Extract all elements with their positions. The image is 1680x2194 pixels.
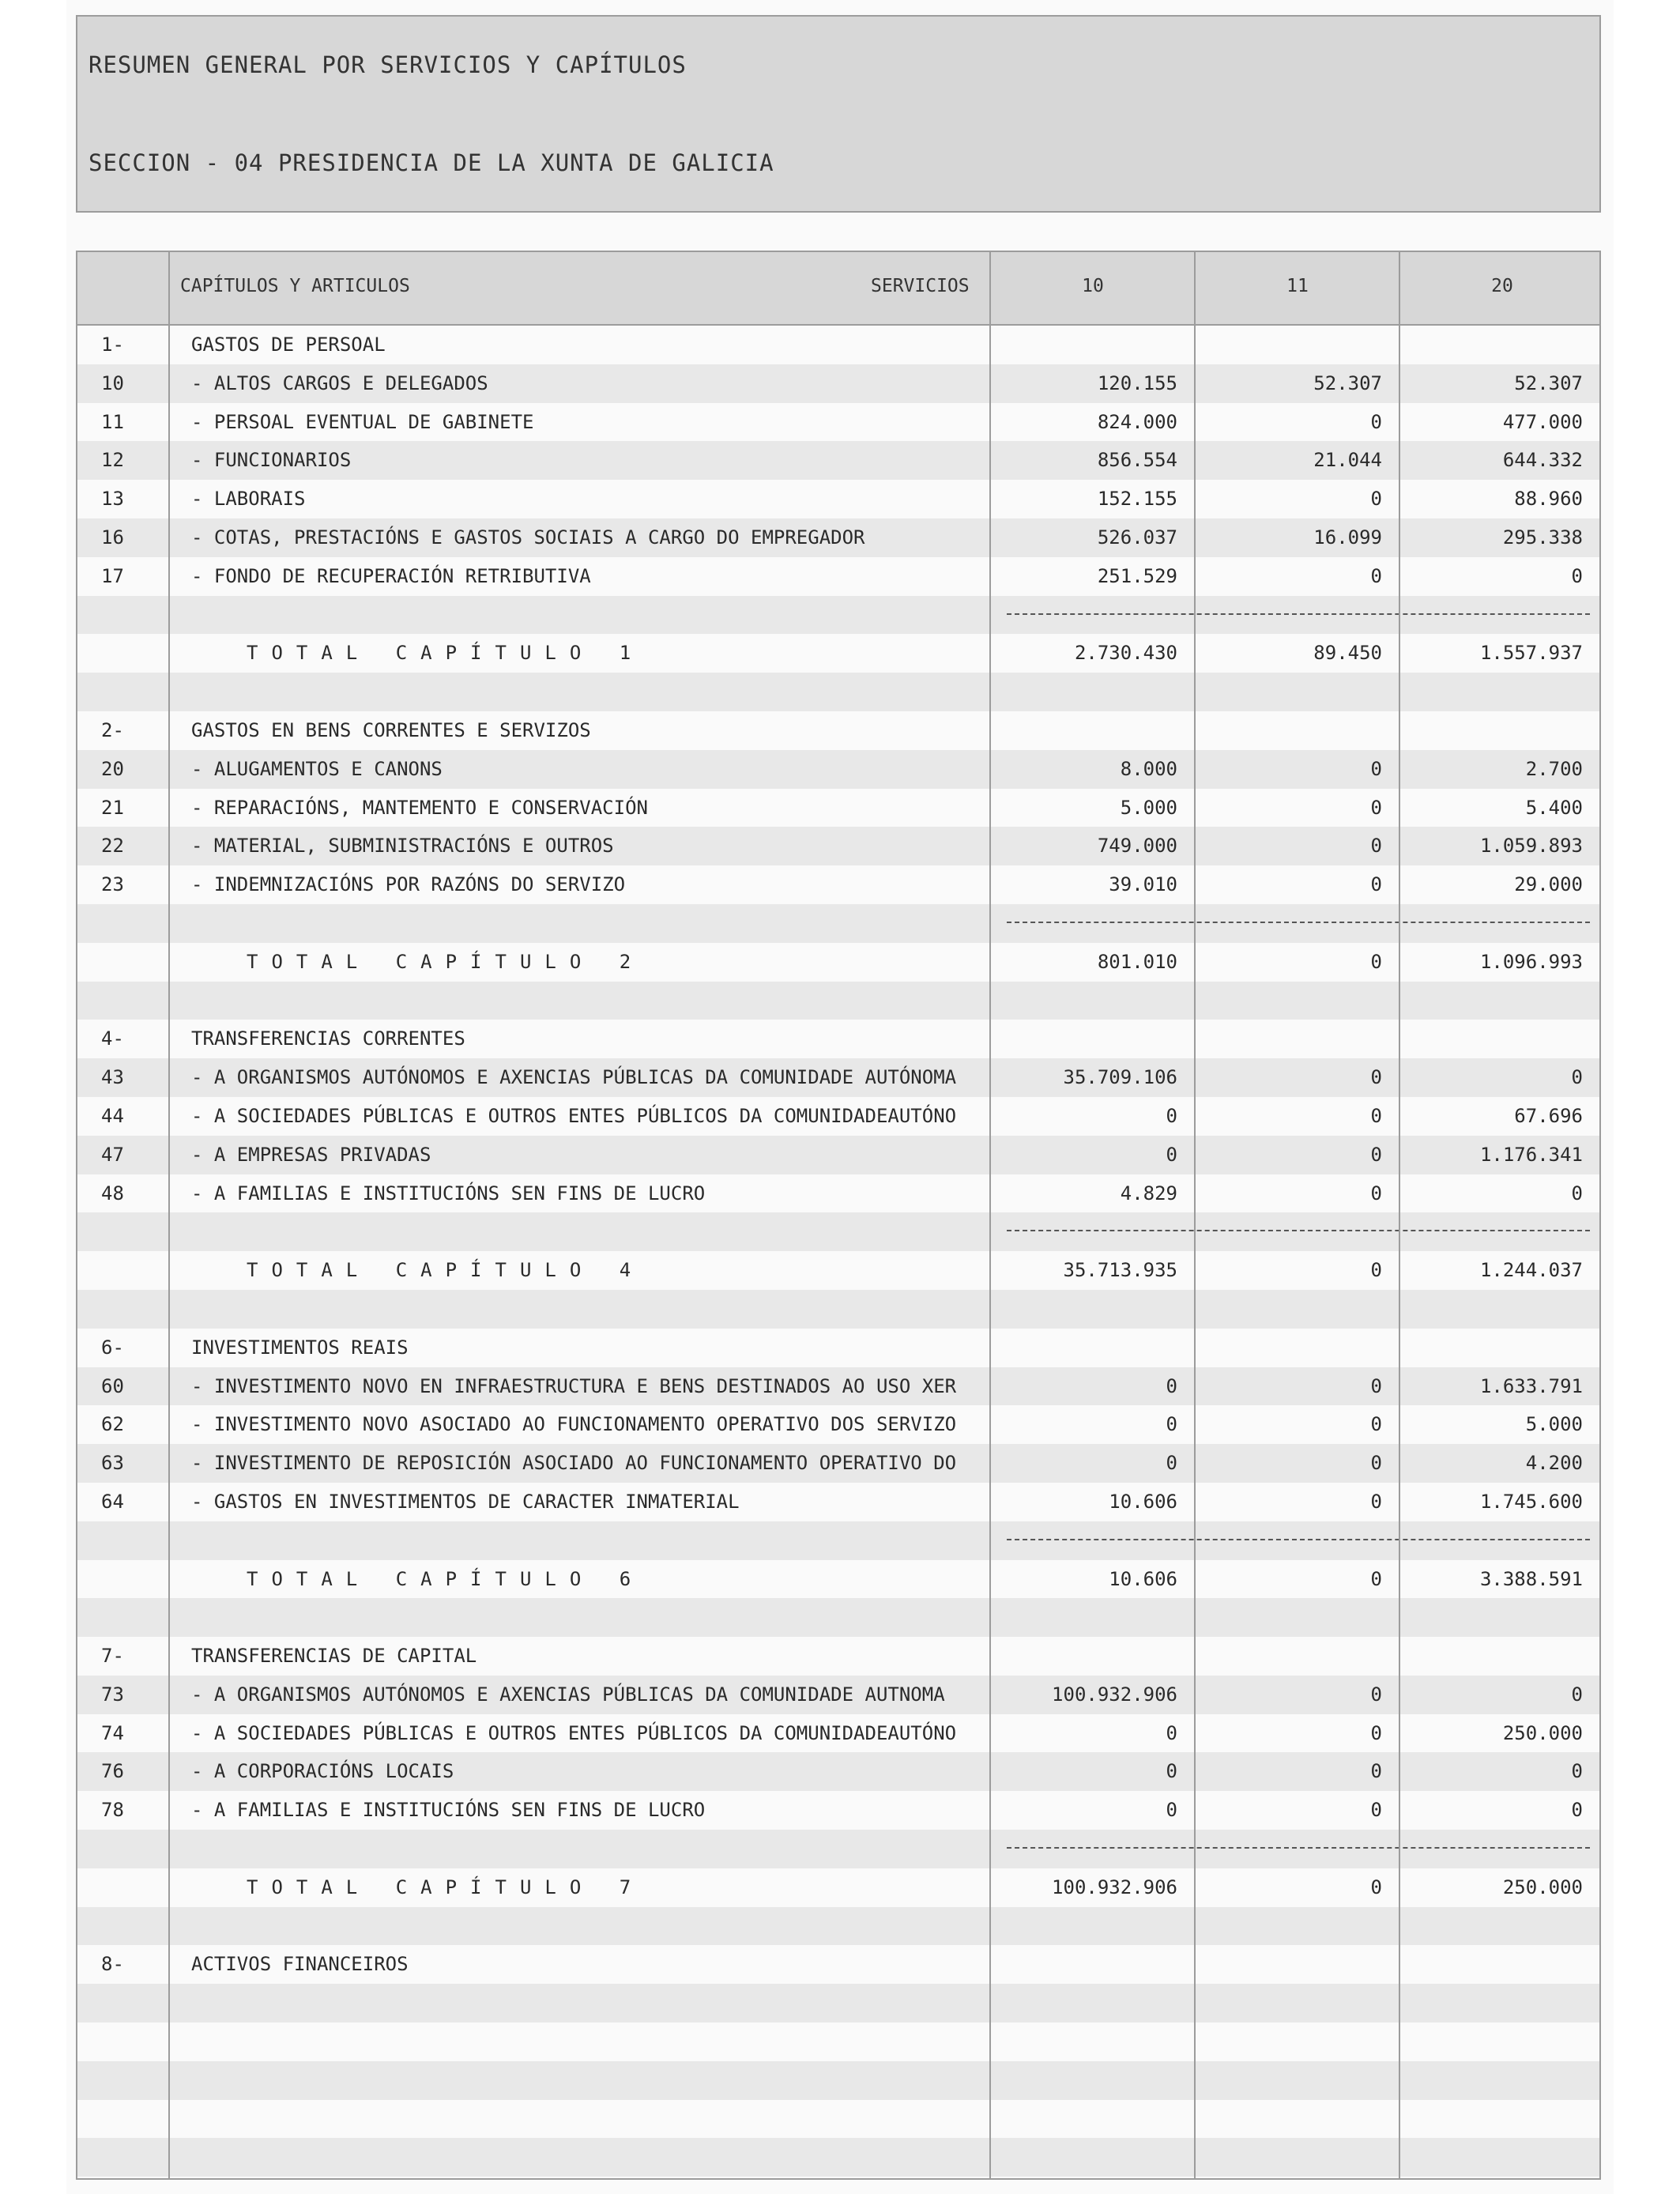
service-20-value: 0 — [1571, 1182, 1583, 1204]
article-description: - FONDO DE RECUPERACIÓN RETRIBUTIVA — [191, 564, 591, 587]
article-code: 60 — [101, 1374, 124, 1397]
article-code: 10 — [101, 371, 124, 394]
chapter-title: GASTOS EN BENS CORRENTES E SERVIZOS — [191, 718, 591, 741]
chapter-code: 8- — [101, 1953, 124, 1976]
chapter-title: TRANSFERENCIAS DE CAPITAL — [191, 1645, 477, 1668]
blank-row — [77, 1907, 1599, 1946]
article-row — [77, 364, 1599, 403]
article-code: 21 — [101, 796, 124, 819]
column-11-header: 11 — [1286, 276, 1309, 296]
service-10-value: 251.529 — [1097, 564, 1177, 587]
service-11-total: 0 — [1370, 950, 1382, 973]
article-row — [77, 1136, 1599, 1174]
dashed-separator — [1007, 1230, 1590, 1231]
article-row — [77, 1483, 1599, 1521]
service-11-value: 0 — [1370, 1182, 1382, 1204]
article-row — [77, 865, 1599, 904]
article-row — [77, 789, 1599, 827]
service-20-value: 0 — [1571, 1760, 1583, 1783]
article-row — [77, 441, 1599, 480]
article-row — [77, 1714, 1599, 1753]
article-description: - A ORGANISMOS AUTÓNOMOS E AXENCIAS PÚBLICAS DA COMUNIDADE AUTÓNOMA — [191, 1066, 957, 1089]
article-row — [77, 827, 1599, 865]
article-description: - A ORGANISMOS AUTÓNOMOS E AXENCIAS PÚBLICAS DA COMUNIDADE AUTNOMA — [191, 1683, 945, 1706]
service-11-value: 16.099 — [1313, 526, 1382, 548]
chapter-code: 4- — [101, 1027, 124, 1050]
service-11-value: 0 — [1370, 1799, 1382, 1822]
report-title: RESUMEN GENERAL POR SERVICIOS Y CAPÍTULOS — [89, 51, 687, 78]
article-row — [77, 1405, 1599, 1444]
article-description: - ALUGAMENTOS E CANONS — [191, 757, 443, 780]
table-header — [77, 252, 1599, 326]
chapter-title: TRANSFERENCIAS CORRENTES — [191, 1027, 465, 1050]
blank-row — [77, 1290, 1599, 1329]
service-10-value: 4.829 — [1120, 1182, 1177, 1204]
article-row — [77, 518, 1599, 557]
chapter-row — [77, 1020, 1599, 1058]
blank-row — [77, 673, 1599, 711]
article-description: - A FAMILIAS E INSTITUCIÓNS SEN FINS DE LUCRO — [191, 1799, 706, 1822]
service-11-total: 0 — [1370, 1875, 1382, 1898]
service-11-value: 0 — [1370, 1683, 1382, 1706]
article-description: - A CORPORACIÓNS LOCAIS — [191, 1760, 454, 1783]
article-description: - A EMPRESAS PRIVADAS — [191, 1143, 431, 1166]
dashed-separator — [1007, 1847, 1590, 1849]
blank-row — [77, 1598, 1599, 1637]
service-20-total: 1.557.937 — [1479, 642, 1583, 665]
service-20-value: 4.200 — [1525, 1452, 1583, 1475]
chapter-total-row — [77, 943, 1599, 982]
chapter-row — [77, 711, 1599, 750]
article-description: - INDEMNIZACIÓNS POR RAZÓNS DO SERVIZO — [191, 873, 626, 896]
article-row — [77, 480, 1599, 518]
table-body — [77, 326, 1599, 2177]
article-code: 17 — [101, 564, 124, 587]
article-row — [77, 750, 1599, 789]
service-11-value: 0 — [1370, 564, 1382, 587]
service-20-value: 52.307 — [1514, 371, 1583, 394]
chapter-total-label: TOTAL CAPÍTULO 2 — [247, 950, 645, 973]
article-code: 11 — [101, 410, 124, 433]
column-divider — [1399, 252, 1400, 2178]
service-20-total: 3.388.591 — [1479, 1567, 1583, 1590]
service-11-value: 0 — [1370, 488, 1382, 511]
article-code: 43 — [101, 1066, 124, 1089]
service-11-value: 21.044 — [1313, 449, 1382, 472]
article-row — [77, 1058, 1599, 1097]
chapter-row — [77, 1329, 1599, 1367]
service-10-value: 0 — [1166, 1452, 1177, 1475]
service-11-value: 0 — [1370, 1413, 1382, 1436]
service-11-value: 0 — [1370, 835, 1382, 858]
service-20-value: 0 — [1571, 1799, 1583, 1822]
article-code: 23 — [101, 873, 124, 896]
service-11-value: 0 — [1370, 757, 1382, 780]
chapter-code: 2- — [101, 718, 124, 741]
service-10-value: 10.606 — [1109, 1490, 1177, 1513]
blank-row — [77, 1984, 1599, 2022]
column-20-header: 20 — [1491, 276, 1513, 296]
service-10-value: 0 — [1166, 1721, 1177, 1744]
budget-table — [76, 251, 1601, 2180]
service-10-value: 152.155 — [1097, 488, 1177, 511]
article-description: - INVESTIMENTO NOVO ASOCIADO AO FUNCIONAMENTO OPERATIVO DOS SERVIZO — [191, 1413, 957, 1436]
service-10-value: 8.000 — [1120, 757, 1177, 780]
article-row — [77, 1676, 1599, 1714]
article-description: - GASTOS EN INVESTIMENTOS DE CARACTER INMATERIAL — [191, 1490, 740, 1513]
article-code: 48 — [101, 1182, 124, 1204]
section-title: SECCION - 04 PRESIDENCIA DE LA XUNTA DE GALICIA — [89, 149, 774, 176]
service-11-value: 0 — [1370, 1374, 1382, 1397]
service-20-value: 67.696 — [1514, 1104, 1583, 1127]
service-20-value: 29.000 — [1514, 873, 1583, 896]
service-20-value: 88.960 — [1514, 488, 1583, 511]
blank-row — [77, 2022, 1599, 2061]
chapter-total-label: TOTAL CAPÍTULO 7 — [247, 1875, 645, 1898]
service-10-total: 35.713.935 — [1063, 1259, 1177, 1282]
service-11-value: 0 — [1370, 1143, 1382, 1166]
chapter-code: 7- — [101, 1645, 124, 1668]
service-11-value: 0 — [1370, 1066, 1382, 1089]
service-20-value: 1.745.600 — [1479, 1490, 1583, 1513]
article-row — [77, 1097, 1599, 1136]
blank-row — [77, 2061, 1599, 2100]
subtotal-separator-row — [77, 1212, 1599, 1251]
article-code: 62 — [101, 1413, 124, 1436]
service-10-total: 10.606 — [1109, 1567, 1177, 1590]
chapter-total-row — [77, 1560, 1599, 1599]
article-row — [77, 403, 1599, 442]
service-10-value: 0 — [1166, 1104, 1177, 1127]
chapter-code: 6- — [101, 1336, 124, 1359]
service-20-value: 0 — [1571, 1683, 1583, 1706]
article-description: - A SOCIEDADES PÚBLICAS E OUTROS ENTES PÚBLICOS DA COMUNIDADEAUTÓNO — [191, 1721, 957, 1744]
article-code: 16 — [101, 526, 124, 548]
service-10-value: 35.709.106 — [1063, 1066, 1177, 1089]
service-11-total: 0 — [1370, 1259, 1382, 1282]
article-code: 78 — [101, 1799, 124, 1822]
service-20-value: 1.176.341 — [1479, 1143, 1583, 1166]
service-20-value: 0 — [1571, 1066, 1583, 1089]
article-description: - MATERIAL, SUBMINISTRACIÓNS E OUTROS — [191, 835, 614, 858]
chapter-total-label: TOTAL CAPÍTULO 1 — [247, 642, 645, 665]
chapter-total-row — [77, 1868, 1599, 1907]
article-row — [77, 1791, 1599, 1830]
article-code: 74 — [101, 1721, 124, 1744]
service-20-total: 250.000 — [1502, 1875, 1583, 1898]
article-code: 64 — [101, 1490, 124, 1513]
article-code: 13 — [101, 488, 124, 511]
column-services-header: SERVICIOS — [871, 276, 970, 296]
report-header — [76, 15, 1601, 213]
dashed-separator — [1007, 1539, 1590, 1540]
service-10-value: 526.037 — [1097, 526, 1177, 548]
service-10-total: 801.010 — [1097, 950, 1177, 973]
service-10-value: 0 — [1166, 1799, 1177, 1822]
chapter-title: INVESTIMENTOS REAIS — [191, 1336, 409, 1359]
service-10-value: 824.000 — [1097, 410, 1177, 433]
chapter-total-label: TOTAL CAPÍTULO 4 — [247, 1259, 645, 1282]
service-11-value: 0 — [1370, 1104, 1382, 1127]
chapter-title: ACTIVOS FINANCEIROS — [191, 1953, 409, 1976]
service-11-value: 0 — [1370, 1760, 1382, 1783]
article-row — [77, 557, 1599, 596]
chapter-total-label: TOTAL CAPÍTULO 6 — [247, 1567, 645, 1590]
article-code: 20 — [101, 757, 124, 780]
article-code: 63 — [101, 1452, 124, 1475]
service-10-value: 39.010 — [1109, 873, 1177, 896]
service-20-value: 1.633.791 — [1479, 1374, 1583, 1397]
service-10-total: 100.932.906 — [1052, 1875, 1177, 1898]
service-11-value: 0 — [1370, 1721, 1382, 1744]
article-code: 44 — [101, 1104, 124, 1127]
service-11-total: 0 — [1370, 1567, 1382, 1590]
article-row — [77, 1752, 1599, 1791]
subtotal-separator-row — [77, 1830, 1599, 1868]
dashed-separator — [1007, 922, 1590, 923]
article-description: - REPARACIÓNS, MANTEMENTO E CONSERVACIÓN — [191, 796, 648, 819]
service-20-value: 644.332 — [1502, 449, 1583, 472]
article-code: 12 — [101, 449, 124, 472]
service-10-value: 856.554 — [1097, 449, 1177, 472]
article-description: - INVESTIMENTO NOVO EN INFRAESTRUCTURA E BENS DESTINADOS AO USO XER — [191, 1374, 957, 1397]
chapter-row — [77, 326, 1599, 364]
article-code: 47 — [101, 1143, 124, 1166]
chapter-row — [77, 1945, 1599, 1984]
chapter-total-row — [77, 634, 1599, 673]
article-code: 22 — [101, 835, 124, 858]
blank-row — [77, 2138, 1599, 2177]
column-chapters-header: CAPÍTULOS Y ARTICULOS — [180, 276, 410, 296]
service-10-value: 0 — [1166, 1143, 1177, 1166]
subtotal-separator-row — [77, 904, 1599, 943]
column-divider — [989, 252, 991, 2178]
column-divider — [168, 252, 170, 2178]
article-description: - PERSOAL EVENTUAL DE GABINETE — [191, 410, 534, 433]
service-20-value: 5.400 — [1525, 796, 1583, 819]
column-divider — [1194, 252, 1196, 2178]
service-10-value: 0 — [1166, 1760, 1177, 1783]
service-11-value: 0 — [1370, 1490, 1382, 1513]
service-20-value: 477.000 — [1502, 410, 1583, 433]
blank-row — [77, 982, 1599, 1020]
article-code: 76 — [101, 1760, 124, 1783]
service-10-value: 0 — [1166, 1413, 1177, 1436]
article-description: - ALTOS CARGOS E DELEGADOS — [191, 371, 488, 394]
chapter-total-row — [77, 1251, 1599, 1290]
article-row — [77, 1367, 1599, 1406]
article-description: - LABORAIS — [191, 488, 306, 511]
service-10-value: 749.000 — [1097, 835, 1177, 858]
service-11-value: 0 — [1370, 1452, 1382, 1475]
article-description: - A FAMILIAS E INSTITUCIÓNS SEN FINS DE LUCRO — [191, 1182, 706, 1204]
chapter-row — [77, 1637, 1599, 1676]
service-11-value: 0 — [1370, 410, 1382, 433]
service-11-total: 89.450 — [1313, 642, 1382, 665]
article-description: - COTAS, PRESTACIÓNS E GASTOS SOCIAIS A CARGO DO EMPREGADOR — [191, 526, 865, 548]
subtotal-separator-row — [77, 596, 1599, 635]
article-row — [77, 1444, 1599, 1483]
article-description: - INVESTIMENTO DE REPOSICIÓN ASOCIADO AO FUNCIONAMENTO OPERATIVO DO — [191, 1452, 957, 1475]
article-description: - A SOCIEDADES PÚBLICAS E OUTROS ENTES PÚBLICOS DA COMUNIDADEAUTÓNO — [191, 1104, 957, 1127]
chapter-title: GASTOS DE PERSOAL — [191, 334, 386, 356]
service-20-value: 2.700 — [1525, 757, 1583, 780]
service-10-value: 120.155 — [1097, 371, 1177, 394]
service-20-total: 1.096.993 — [1479, 950, 1583, 973]
subtotal-separator-row — [77, 1521, 1599, 1560]
column-10-header: 10 — [1082, 276, 1104, 296]
service-20-value: 295.338 — [1502, 526, 1583, 548]
blank-row — [77, 2100, 1599, 2139]
dashed-separator — [1007, 613, 1590, 615]
service-10-value: 0 — [1166, 1374, 1177, 1397]
service-20-value: 0 — [1571, 564, 1583, 587]
service-11-value: 0 — [1370, 873, 1382, 896]
chapter-code: 1- — [101, 334, 124, 356]
article-description: - FUNCIONARIOS — [191, 449, 352, 472]
service-20-total: 1.244.037 — [1479, 1259, 1583, 1282]
article-code: 73 — [101, 1683, 124, 1706]
service-20-value: 5.000 — [1525, 1413, 1583, 1436]
service-11-value: 0 — [1370, 796, 1382, 819]
article-row — [77, 1174, 1599, 1213]
service-10-value: 5.000 — [1120, 796, 1177, 819]
service-10-value: 100.932.906 — [1052, 1683, 1177, 1706]
service-11-value: 52.307 — [1313, 371, 1382, 394]
service-20-value: 250.000 — [1502, 1721, 1583, 1744]
service-20-value: 1.059.893 — [1479, 835, 1583, 858]
service-10-total: 2.730.430 — [1074, 642, 1177, 665]
